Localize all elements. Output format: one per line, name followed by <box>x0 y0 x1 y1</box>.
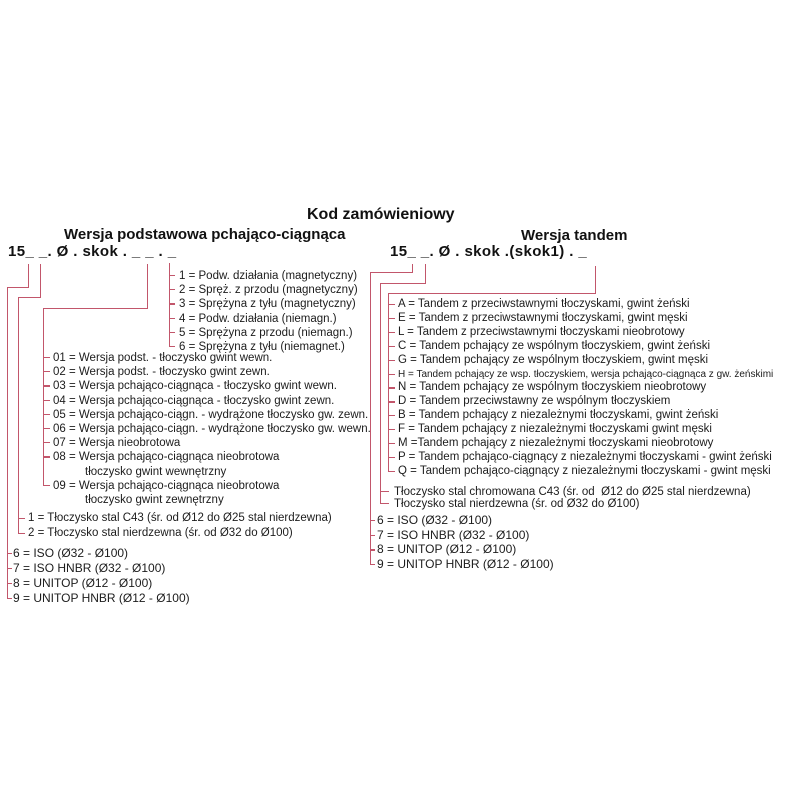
tandem-type-list <box>398 298 773 479</box>
series-options-list <box>377 513 554 572</box>
connector-line <box>388 293 389 472</box>
tandem-type-row: Q = Tandem pchająco-ciągnący z niezależnymi tłoczyskami - gwint męski <box>398 465 773 479</box>
basic-version-code: 15_ _. Ø . skok . _ _ . _ <box>8 243 177 260</box>
action-option-row: 5 = Sprężyna z przodu (niemagn.) <box>179 326 358 340</box>
version-option-row: 06 = Wersja pchająco-ciągn. - wydrążone tłoczysko gw. wewn. <box>53 423 371 436</box>
tandem-type-row: L = Tandem z przeciwstawnymi tłoczyskami nieobrotowy <box>398 326 773 340</box>
version-option-row: 08 = Wersja pchająco-ciągnąca nieobrotowa <box>53 450 371 464</box>
connector-line <box>425 264 426 284</box>
tandem-type-row: C = Tandem pchający ze wspólnym tłoczyskiem, gwint żeński <box>398 340 773 354</box>
tandem-type-row: N = Tandem pchający ze wspólnym tłoczyskiem nieobrotowy <box>398 381 773 395</box>
version-option-continuation: tłoczysko gwint zewnętrzny <box>85 494 224 507</box>
series-option-row: 7 = ISO HNBR (Ø32 - Ø100) <box>377 528 554 543</box>
version-option-row: 04 = Wersja pchająco-ciągnąca - tłoczysko gwint zewn. <box>53 394 371 408</box>
tandem-type-row: D = Tandem przeciwstawny ze wspólnym tłoczyskiem <box>398 395 773 409</box>
series-option-row: 8 = UNITOP (Ø12 - Ø100) <box>13 576 190 591</box>
version-option-row: 01 = Wersja podst. - tłoczysko gwint wewn. <box>53 351 371 365</box>
tandem-type-row: M =Tandem pchający z niezależnymi tłoczyskami nieobrotowy <box>398 437 773 451</box>
action-options-list <box>179 269 358 354</box>
connector-line <box>388 293 596 294</box>
version-option-row: 09 = Wersja pchająco-ciągnąca nieobrotowa <box>53 479 371 493</box>
series-option-row: 7 = ISO HNBR (Ø32 - Ø100) <box>13 561 190 576</box>
rod-material-list <box>28 511 332 541</box>
tandem-type-row: P = Tandem pchająco-ciągnący z niezależnymi tłoczyskami - gwint żeński <box>398 450 772 463</box>
tandem-type-row: E = Tandem z przeciwstawnymi tłoczyskami, gwint męski <box>398 312 773 326</box>
tandem-type-row: H = Tandem pchający ze wsp. tłoczyskiem, wersja pchająco-ciągnąca z gw. żeńskimi <box>398 368 774 380</box>
connector-line <box>18 297 41 298</box>
tandem-version-header: Wersja tandem <box>521 227 628 244</box>
action-option-row: 3 = Sprężyna z tyłu (magnetyczny) <box>179 298 356 311</box>
tandem-type-row: G = Tandem pchający ze wspólnym tłoczyskiem, gwint męski <box>398 354 773 368</box>
series-option-row: 6 = ISO (Ø32 - Ø100) <box>13 546 190 561</box>
action-option-row: 1 = Podw. działania (magnetyczny) <box>179 270 358 282</box>
connector-line <box>7 287 29 288</box>
version-option-row: 05 = Wersja pchająco-ciągn. - wydrążone tłoczysko gw. zewn. <box>53 408 371 422</box>
tandem-type-row: A = Tandem z przeciwstawnymi tłoczyskami, gwint żeński <box>398 298 773 312</box>
connector-line <box>18 297 19 534</box>
series-options-list <box>13 546 190 606</box>
version-options-list <box>53 351 371 507</box>
rod-material-row: Tłoczysko stal nierdzewna (śr. od Ø32 do Ø100) <box>394 498 751 510</box>
page-title: Kod zamówieniowy <box>307 206 455 223</box>
series-option-row: 9 = UNITOP HNBR (Ø12 - Ø100) <box>13 591 190 605</box>
series-option-row: 9 = UNITOP HNBR (Ø12 - Ø100) <box>377 557 554 572</box>
connector-line <box>147 264 148 308</box>
tandem-type-row: B = Tandem pchający z niezależnymi tłoczyskami, gwint żeński <box>398 409 773 423</box>
version-option-row: 07 = Wersja nieobrotowa <box>53 436 371 450</box>
connector-line <box>380 283 426 284</box>
version-option-row: 03 = Wersja pchająco-ciągnąca - tłoczysko gwint wewn. <box>53 379 371 393</box>
version-option-continuation: tłoczysko gwint wewnętrzny <box>85 465 227 478</box>
connector-line <box>380 283 381 504</box>
action-option-row: 2 = Spręż. z przodu (magnetyczny) <box>179 284 358 297</box>
version-option-row: 02 = Wersja podst. - tłoczysko gwint zewn. <box>53 365 371 379</box>
action-option-row: 6 = Sprężyna z tyłu (niemagnet.) <box>179 340 358 354</box>
tandem-type-row: F = Tandem pchający z niezależnymi tłoczyskami gwint męski <box>398 423 773 437</box>
connector-line <box>40 264 41 297</box>
basic-version-header: Wersja podstawowa pchająco-ciągnąca <box>64 226 346 243</box>
rod-material-row: 1 = Tłoczysko stal C43 (śr. od Ø12 do Ø25 stal nierdzewna) <box>28 512 332 524</box>
tandem-version-code: 15_ _. Ø . skok .(skok1) . _ <box>390 243 588 260</box>
rod-material-row: Tłoczysko stal chromowana C43 (śr. od Ø12 do Ø25 stal nierdzewna) <box>394 486 751 498</box>
connector-line <box>595 266 596 294</box>
rod-material-list <box>394 486 751 510</box>
connector-line <box>43 308 148 309</box>
connector-line <box>370 272 413 273</box>
series-option-row: 6 = ISO (Ø32 - Ø100) <box>377 513 554 528</box>
action-option-row: 4 = Podw. działania (niemagn.) <box>179 312 358 326</box>
connector-line <box>43 308 44 486</box>
rod-material-row: 2 = Tłoczysko stal nierdzewna (śr. od Ø32 do Ø100) <box>28 526 332 541</box>
connector-line <box>28 264 29 287</box>
series-option-row: 8 = UNITOP (Ø12 - Ø100) <box>377 542 554 557</box>
